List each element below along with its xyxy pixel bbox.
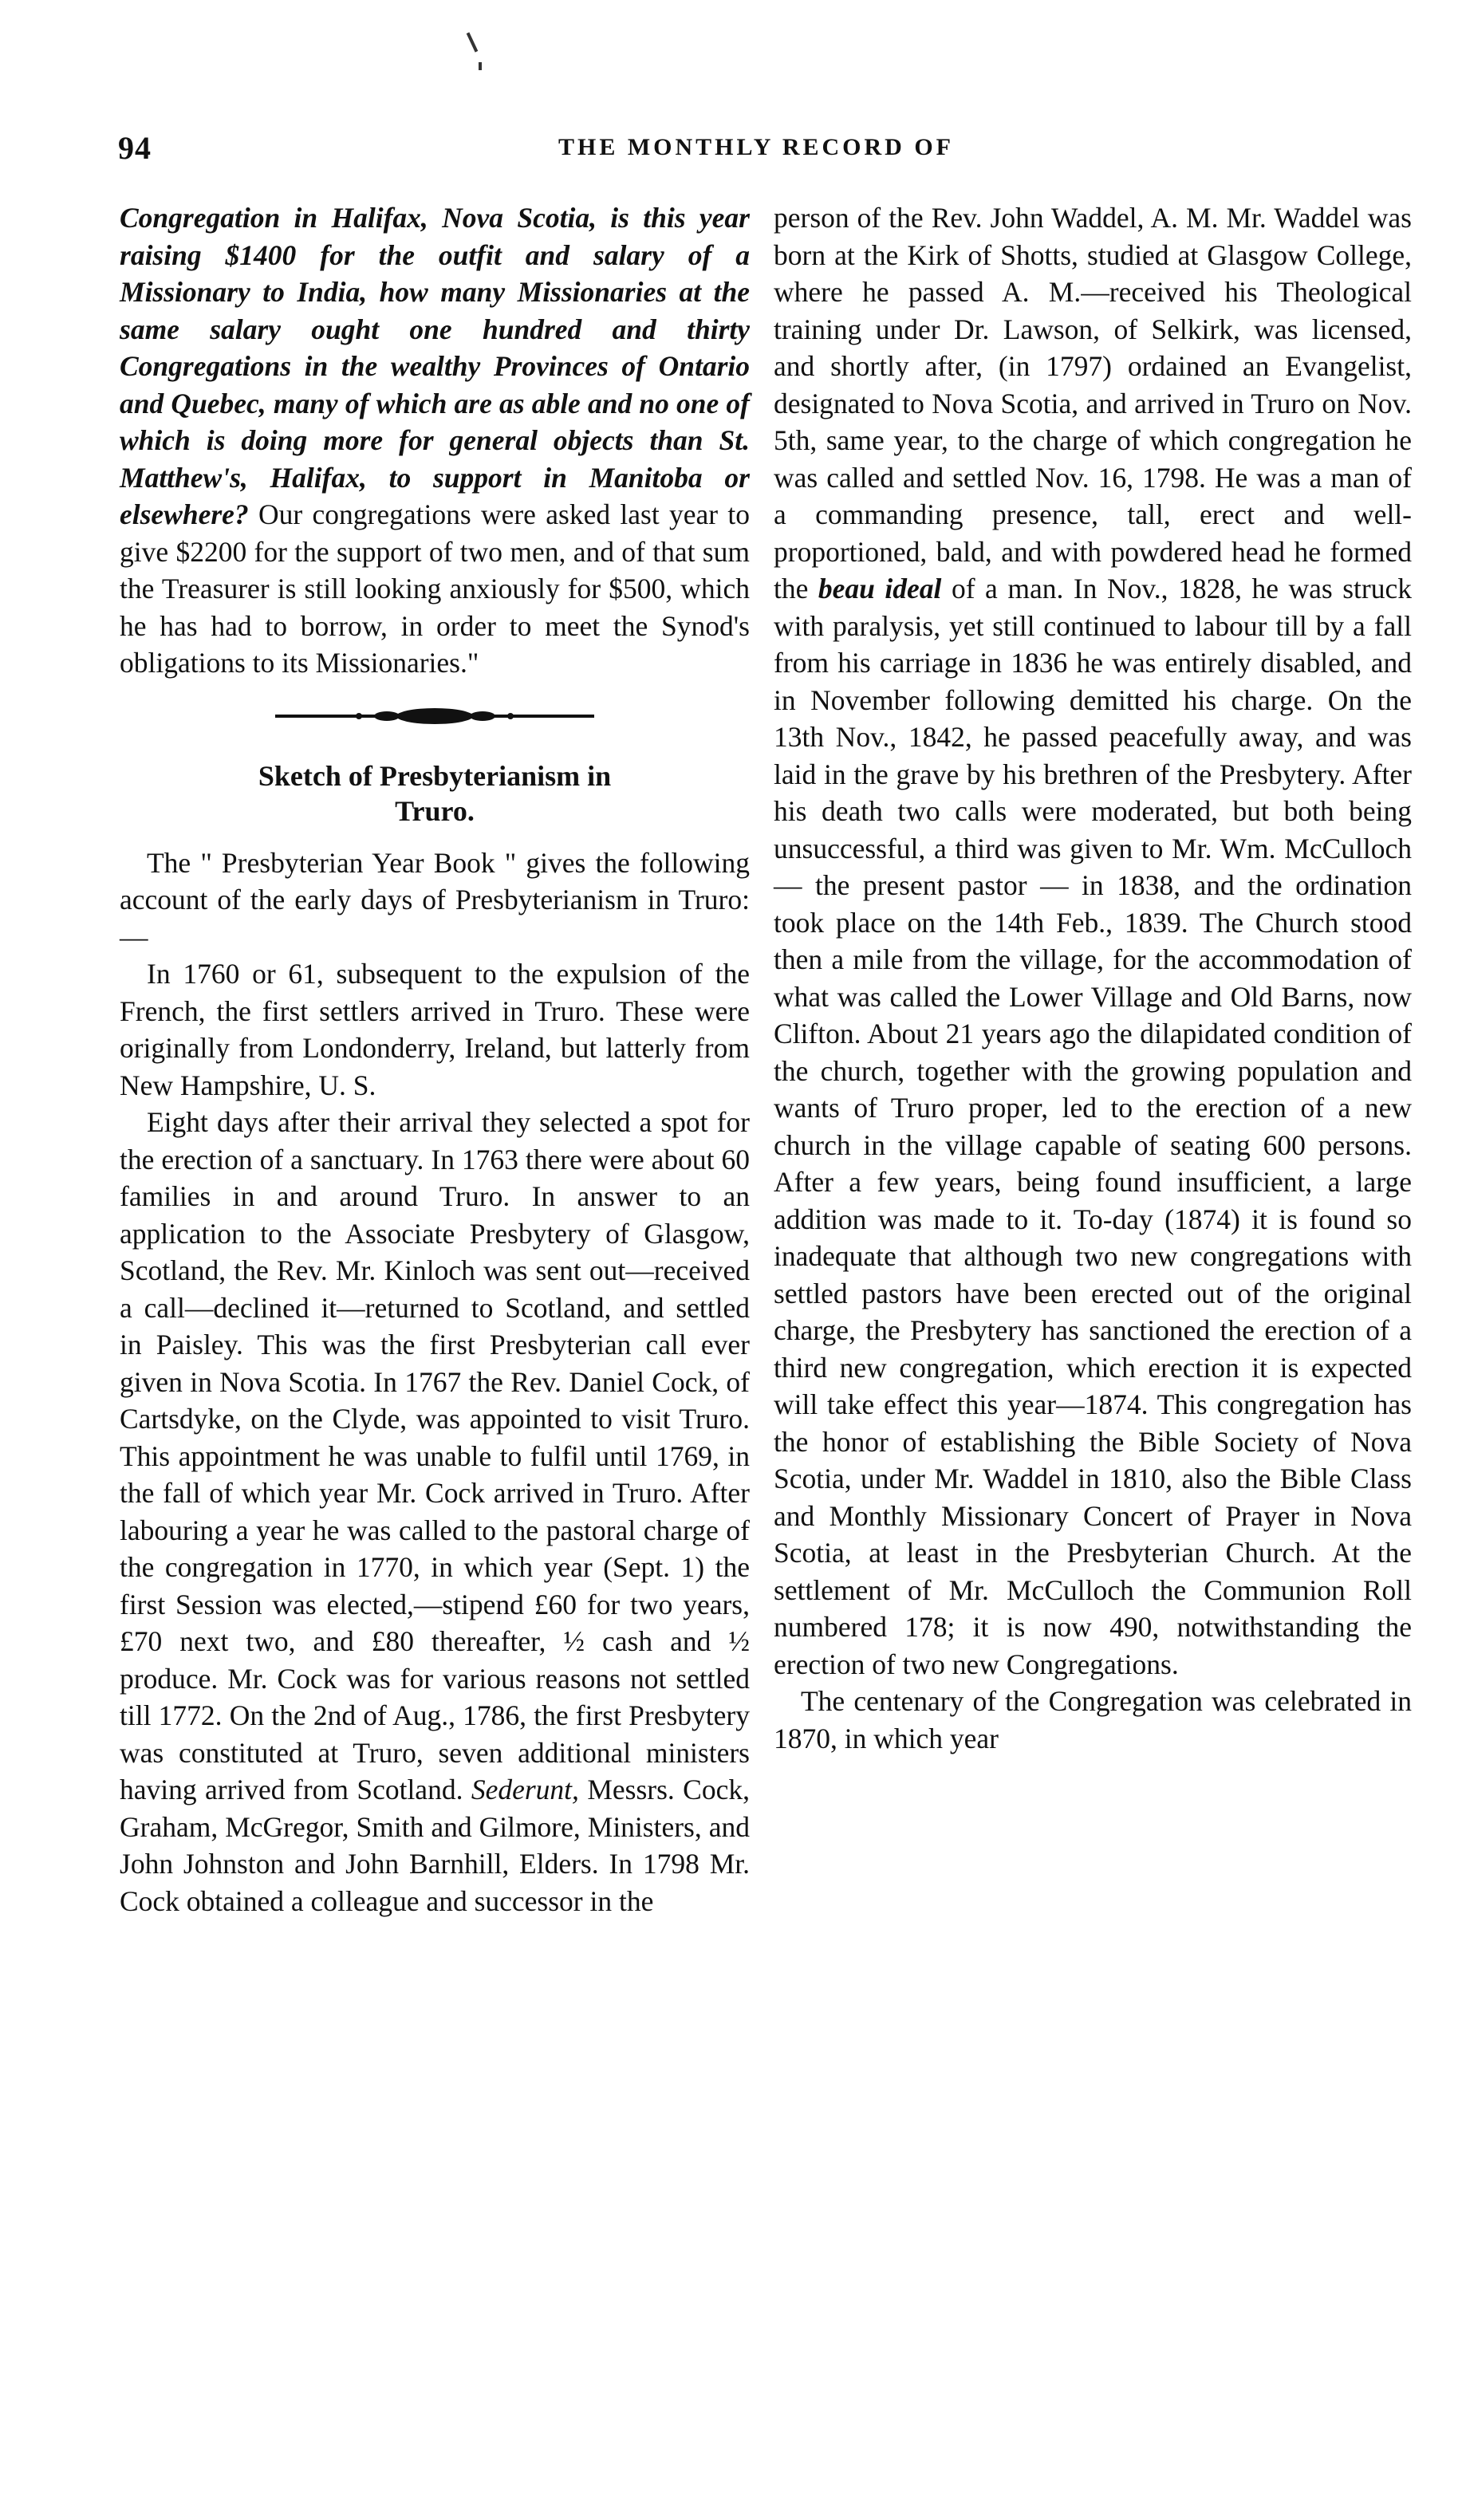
quote-paragraph (120, 199, 750, 682)
history-text-2: Messrs. Cock, Graham, McGregor, Smith and Gilmore, Ministers, and John Johnston and John Barnhill, Elders. In 1798 Mr. Cock obtained a colleague and successor in the (120, 1774, 750, 1917)
scan-speck (479, 62, 482, 70)
paragraph-centenary: The centenary of the Congregation was celebrated in 1870, in which year (774, 1685, 1412, 1754)
paragraph-waddel (774, 199, 1412, 1683)
waddel-text-2: of a man. In Nov., 1828, he was struck with paralysis, yet still continued to labour till by a fall from his carriage in 1836 he was entirely disabled, and in November following demitted his charge. On the 13th Nov., 1842, he passed peacefully away, and was laid in the grave by his brethren of the Presbytery. After his death two calls were moderated, but both being unsuccessful, a third was given to Mr. Wm. McCulloch — the present pastor — in 1838, and the ordination took place on the 14th Feb., 1839. The Church stood then a mile from the village, for the accommodation of what was called the Lower Village and Old Barns, now Clifton. About 21 years ago the dilapidated condition of the church, together with the growing population and wants of Truro proper, led to the erection of a new church in the village capable of seating 600 persons. After a few years, being found insufficient, a large addition was made to it. To-day (1874) it is found so inadequate that although two new congregations with settled pastors have been erected out of the original charge, the Presbytery has sanctioned the erection of a third new congregation, which erection it is expected will take effect this year—1874. This congregation has the honor of establishing the Bible Society of Nova Scotia, under Mr. Waddel in 1810, also the Bible Class and Monthly Missionary Concert of Prayer in Nova Scotia, at least in the Presbyterian Church. At the settlement of Mr. McCulloch the Communion Roll numbered 178; it is now 490, notwithstanding the erection of two new Congregations. (774, 573, 1413, 1680)
running-head: THE MONTHLY RECORD OF (558, 134, 954, 160)
left-column (120, 199, 750, 1920)
sederunt-italic: Sederunt, (471, 1774, 579, 1805)
paragraph-settlers: In 1760 or 61, subsequent to the expulsion of the French, the first settlers arrived in Truro. These were originally from Londonderry, Ireland, but latterly from New Hampshire, U. S. (120, 958, 750, 1101)
history-text-1: Eight days after their arrival they selected a spot for the erection of a sanctuary. In 1763 there were about 60 families in and around Truro. In answer to an application to the Associate Presbytery of Glasgow, Scotland, the Rev. Mr. Kinloch was sent out—received a call—declined it—returned to Scotland, and settled in Paisley. This was the first Presbyterian call ever given in Nova Scotia. In 1767 the Rev. Daniel Cock, of Cartsdyke, on the Clyde, was appointed to visit Truro. This appointment he was unable to fulfil until 1769, in the fall of which year Mr. Cock arrived in Truro. After labouring a year he was called to the pastoral charge of the congregation in 1770, in which year (Sept. 1) the first Session was elected,—stipend £60 for two years, £70 next two, and £80 thereafter, ½ cash and ½ produce. Mr. Cock was for various reasons not settled till 1772. On the 2nd of Aug., 1786, the first Presbytery was constituted at Truro, seven additional ministers having arrived from Scotland. (120, 1106, 750, 1805)
ornamental-divider (267, 704, 602, 728)
beau-ideal-italic: beau ideal (818, 573, 942, 604)
right-column (774, 199, 1412, 1757)
page-number: 94 (118, 130, 152, 166)
quote-italic-text: Congregation in Halifax, Nova Scotia, is this year raising $1400 for the outfit and salary of a Missionary to India, how many Missionaries at the same salary ought one hundred and thirty Congregations in the wealthy Provinces of Ontario and Quebec, many of which are as able and no one of which is doing more for general objects than St. Matthew's, Halifax, to support in Manitoba or elsewhere? (120, 202, 750, 530)
paragraph-intro: The " Presbyterian Year Book " gives the following account of the early days of Presbyterianism in Truro:— (120, 846, 750, 953)
scan-speck (467, 32, 479, 52)
section-heading-line-2: Truro. (395, 794, 475, 827)
waddel-text-1: person of the Rev. John Waddel, A. M. Mr. Waddel was born at the Kirk of Shotts, studied at Glasgow College, where he passed A. M.—received his Theological training under Dr. Lawson, of Selkirk, was licensed, and shortly after, (in 1797) ordained an Evangelist, designated to Nova Scotia, and arrived in Truro on Nov. 5th, same year, to the charge of which congregation he was called and settled Nov. 16, 1798. He was a man of a commanding presence, tall, erect and well-proportioned, bald, and with powdered head he formed the (774, 202, 1412, 604)
section-heading-line-1: Sketch of Presbyterianism in (258, 759, 612, 792)
quote-rest-text: Our congregations were asked last year to give $2200 for the support of two men, and of that sum the Treasurer is still looking anxiously for $500, which he has had to borrow, in order to meet the Synod's obligations to its Missionaries." (120, 498, 750, 679)
paragraph-history (120, 1104, 750, 1920)
section-heading (120, 758, 750, 829)
page-header (112, 129, 1404, 177)
